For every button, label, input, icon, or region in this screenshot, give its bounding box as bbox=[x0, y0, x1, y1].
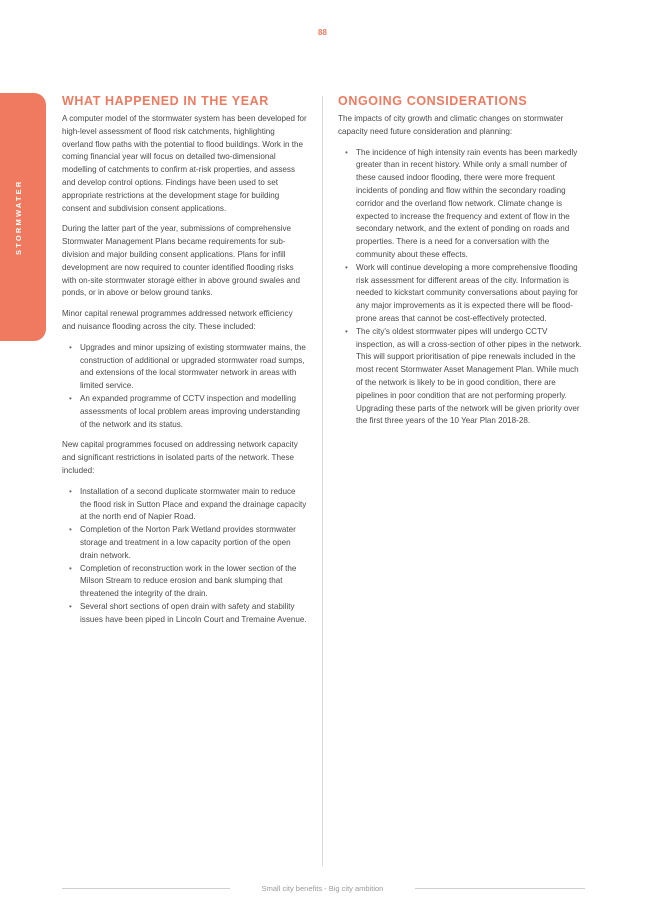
left-bullet-list-1 bbox=[62, 342, 308, 432]
list-item: • An expanded programme of CCTV inspection and modelling assessments of local problem areas improving understanding of the network and its status. bbox=[80, 393, 308, 431]
left-paragraph-1: A computer model of the stormwater system has been developed for high-level assessment of flood risk catchments, highlighting overland flow paths with the potential to flood buildings. Work in the coming financial year will focus on detailed two-dimensional modelling of catchments to confirm at-risk properties, and assess and develop control options. Findings have been used to set appropriate restrictions at the development stage for building consent and subdivision consent applications. bbox=[62, 114, 307, 213]
list-item: • Several short sections of open drain with safety and stability issues have been piped in Lincoln Court and Tremaine Avenue. bbox=[80, 601, 308, 627]
list-item: • The city's oldest stormwater pipes will undergo CCTV inspection, as will a cross-section of other pipes in the network. This will support prioritisation of pipe renewals included in the most recent Stormwater Asset Management Plan. While much of the network is likely to be in good condition, there are pipelines in poor condition that are not performing properly. Upgrading these parts of the network will be given priority over the first three years of the 10 Year Plan 2018-28. bbox=[356, 326, 586, 428]
right-intro: The impacts of city growth and climatic changes on stormwater capacity need future consideration and planning: bbox=[338, 114, 564, 136]
right-heading: ONGOING CONSIDERATIONS bbox=[338, 94, 528, 108]
list-item: • Upgrades and minor upsizing of existing stormwater mains, the construction of additional or upgraded stormwater road sumps, and extensions of the local stormwater network in areas with limited service. bbox=[80, 342, 308, 393]
left-column bbox=[62, 93, 308, 634]
side-tab-label: STORMWATER bbox=[14, 179, 23, 255]
left-paragraph-4: New capital programmes focused on addressing network capacity and significant restrictions in isolated parts of the network. These included: bbox=[62, 440, 298, 475]
footer-rule-right bbox=[415, 888, 585, 889]
list-item: • Completion of the Norton Park Wetland provides stormwater storage and treatment in a low capacity portion of the open drain network. bbox=[80, 524, 308, 562]
list-item: • Completion of reconstruction work in the lower section of the Milson Stream to reduce erosion and bank slumping that threatened the integrity of the drain. bbox=[80, 563, 308, 601]
side-tab bbox=[0, 93, 46, 341]
right-column bbox=[338, 93, 586, 436]
footer-tagline: Small city benefits - Big city ambition bbox=[261, 884, 384, 893]
left-heading: WHAT HAPPENED IN THE YEAR bbox=[62, 94, 269, 108]
list-item: • Installation of a second duplicate stormwater main to reduce the flood risk in Sutton Place and expand the drainage capacity at the north end of Napier Road. bbox=[80, 486, 308, 524]
left-bullet-list-2 bbox=[62, 486, 308, 627]
list-item: • The incidence of high intensity rain events has been markedly greater than in recent history. While only a small number of these caused indoor flooding, there were more frequent incidents of ponding and flow within the secondary roading corridor and the overland flow network. Climate change is expected to increase the frequency and extent of flow in the secondary network, and the extent of ponding on roads and properties. There is a need for a conversation with the community about these effects. bbox=[356, 147, 586, 262]
list-item: • Work will continue developing a more comprehensive flooding risk assessment for different areas of the city. Information is needed to kickstart community conversations about paying for any major improvements as it is expected there will be flood-prone areas that cannot be cost-effectively protected. bbox=[356, 262, 586, 326]
left-paragraph-3: Minor capital renewal programmes addressed network efficiency and nuisance flooding across the city. These included: bbox=[62, 309, 293, 331]
column-divider bbox=[322, 96, 323, 866]
left-paragraph-2: During the latter part of the year, submissions of comprehensive Stormwater Management Plans became requirements for sub-division and major building consent applications. Plans for infill development are now required to counter identified flooding risks with on-site stormwater storage either in above ground swales and ponds, or in above or below ground tanks. bbox=[62, 224, 300, 298]
right-bullet-list bbox=[338, 147, 586, 429]
page-number: 88 bbox=[318, 28, 327, 37]
